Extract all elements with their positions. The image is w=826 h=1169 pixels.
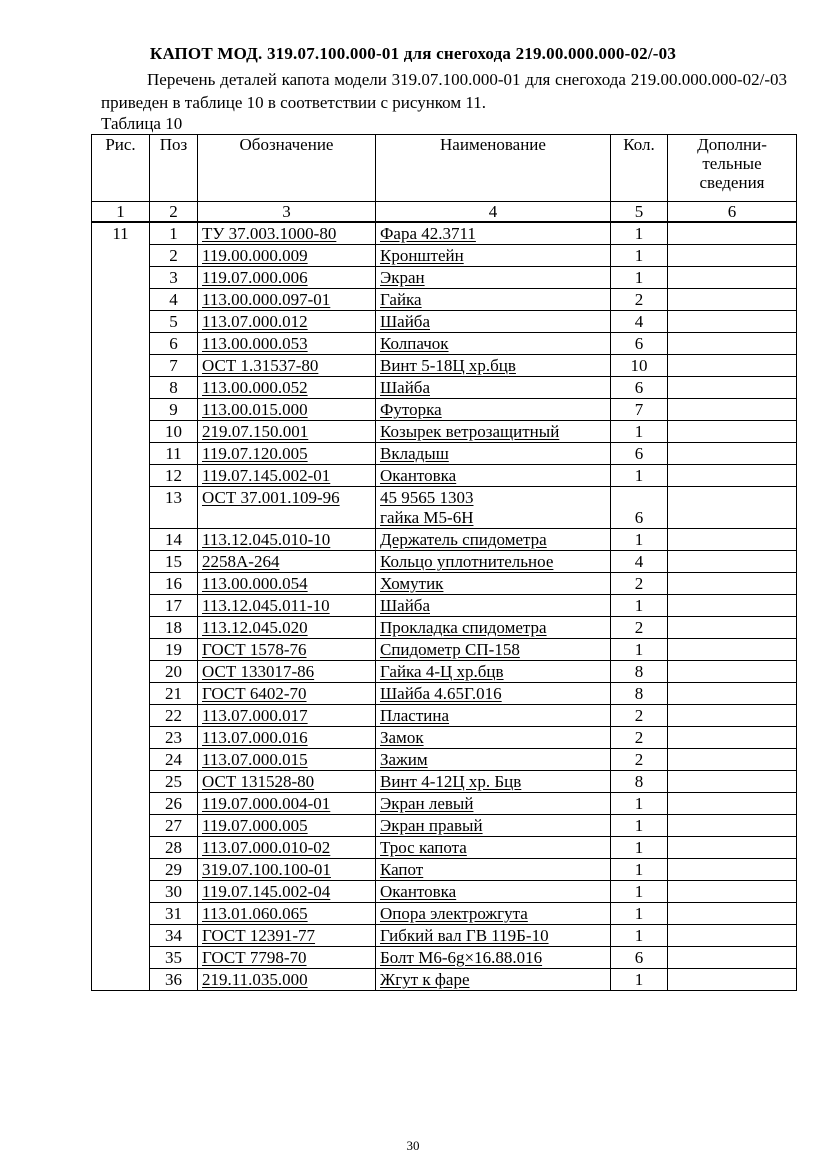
position-cell: 14 <box>150 529 198 551</box>
designation-cell: ГОСТ 12391-77 <box>198 925 376 947</box>
name-cell <box>376 661 611 683</box>
header-name: Наименование <box>376 135 611 202</box>
quantity-cell: 1 <box>611 222 668 245</box>
name-text: Окантовка <box>380 882 457 901</box>
table-row <box>92 421 797 443</box>
name-cell <box>376 947 611 969</box>
position-cell: 27 <box>150 815 198 837</box>
designation-cell: 119.07.145.002-01 <box>198 465 376 487</box>
column-number: 2 <box>150 202 198 223</box>
quantity-cell: 1 <box>611 969 668 991</box>
name-cell <box>376 969 611 991</box>
name-text: Опора электрожгута <box>380 904 528 923</box>
additional-info-cell <box>668 529 797 551</box>
additional-info-cell <box>668 947 797 969</box>
name-cell <box>376 793 611 815</box>
table-row <box>92 881 797 903</box>
quantity-cell: 2 <box>611 617 668 639</box>
table-row <box>92 947 797 969</box>
name-text: Футорка <box>380 400 442 419</box>
designation-cell: ОСТ 131528-80 <box>198 771 376 793</box>
name-cell <box>376 595 611 617</box>
table-caption: Таблица 10 <box>101 114 183 133</box>
additional-info-cell <box>668 903 797 925</box>
table-row <box>92 661 797 683</box>
additional-info-cell <box>668 661 797 683</box>
column-number: 6 <box>668 202 797 223</box>
table-row <box>92 333 797 355</box>
table-row <box>92 595 797 617</box>
additional-info-cell <box>668 683 797 705</box>
header-designation: Обозначение <box>198 135 376 202</box>
name-text: Экран <box>380 268 425 287</box>
parts-table <box>91 134 797 991</box>
quantity-cell: 6 <box>611 333 668 355</box>
position-cell: 15 <box>150 551 198 573</box>
column-number: 5 <box>611 202 668 223</box>
quantity-cell: 1 <box>611 925 668 947</box>
name-cell <box>376 617 611 639</box>
name-text: Замок <box>380 728 424 747</box>
name-cell <box>376 573 611 595</box>
quantity-cell: 1 <box>611 421 668 443</box>
designation-cell: ГОСТ 7798-70 <box>198 947 376 969</box>
column-number-row <box>92 202 797 223</box>
table-row <box>92 903 797 925</box>
quantity-cell: 1 <box>611 793 668 815</box>
quantity-cell: 4 <box>611 551 668 573</box>
table-row <box>92 683 797 705</box>
position-cell: 28 <box>150 837 198 859</box>
position-cell: 25 <box>150 771 198 793</box>
quantity-cell: 2 <box>611 289 668 311</box>
designation-cell: 113.12.045.010-10 <box>198 529 376 551</box>
name-cell <box>376 837 611 859</box>
position-cell: 17 <box>150 595 198 617</box>
page-number: 30 <box>406 1138 420 1153</box>
additional-info-cell <box>668 573 797 595</box>
designation-cell: 113.12.045.020 <box>198 617 376 639</box>
name-text: Гибкий вал ГВ 119Б-10 <box>380 926 549 945</box>
table-row <box>92 529 797 551</box>
name-text: Экран правый <box>380 816 483 835</box>
quantity-cell: 1 <box>611 267 668 289</box>
name-cell <box>376 487 611 529</box>
position-cell: 9 <box>150 399 198 421</box>
additional-info-cell <box>668 969 797 991</box>
designation-cell: ОСТ 133017-86 <box>198 661 376 683</box>
name-text: Окантовка <box>380 466 457 485</box>
designation-cell: 119.07.120.005 <box>198 443 376 465</box>
quantity-cell: 1 <box>611 881 668 903</box>
designation-cell: 113.00.000.052 <box>198 377 376 399</box>
additional-info-cell <box>668 443 797 465</box>
quantity-cell: 6 <box>611 947 668 969</box>
position-cell: 21 <box>150 683 198 705</box>
table-header-row <box>92 135 797 202</box>
quantity-cell: 1 <box>611 245 668 267</box>
designation-cell: 319.07.100.100-01 <box>198 859 376 881</box>
quantity-cell: 1 <box>611 837 668 859</box>
name-text: Козырек ветрозащитный <box>380 422 560 441</box>
quantity-cell: 2 <box>611 749 668 771</box>
designation-cell: 113.12.045.011-10 <box>198 595 376 617</box>
designation-cell: 119.00.000.009 <box>198 245 376 267</box>
quantity-cell: 8 <box>611 683 668 705</box>
table-row <box>92 267 797 289</box>
name-cell <box>376 377 611 399</box>
name-cell <box>376 399 611 421</box>
name-text: Держатель спидометра <box>380 530 547 549</box>
additional-info-cell <box>668 551 797 573</box>
name-cell <box>376 705 611 727</box>
quantity-cell: 1 <box>611 639 668 661</box>
name-cell <box>376 245 611 267</box>
additional-info-cell <box>668 333 797 355</box>
additional-info-cell <box>668 289 797 311</box>
position-cell: 19 <box>150 639 198 661</box>
position-cell: 11 <box>150 443 198 465</box>
table-row <box>92 705 797 727</box>
additional-info-cell <box>668 749 797 771</box>
table-row <box>92 749 797 771</box>
additional-info-cell <box>668 793 797 815</box>
designation-cell: ГОСТ 1578-76 <box>198 639 376 661</box>
quantity-cell: 1 <box>611 903 668 925</box>
parts-table-body <box>92 222 797 991</box>
name-cell <box>376 267 611 289</box>
quantity-cell: 2 <box>611 573 668 595</box>
name-cell <box>376 749 611 771</box>
additional-info-cell <box>668 595 797 617</box>
position-cell: 31 <box>150 903 198 925</box>
additional-info-cell <box>668 465 797 487</box>
name-text: 45 9565 1303 <box>380 488 474 507</box>
name-cell <box>376 421 611 443</box>
position-cell: 30 <box>150 881 198 903</box>
name-text: Трос капота <box>380 838 467 857</box>
position-cell: 8 <box>150 377 198 399</box>
position-cell: 3 <box>150 267 198 289</box>
table-row <box>92 815 797 837</box>
column-number: 4 <box>376 202 611 223</box>
additional-info-cell <box>668 421 797 443</box>
additional-info-cell <box>668 311 797 333</box>
name-text-second-line: гайка М5-6Н <box>380 508 474 527</box>
name-text: Гайка <box>380 290 422 309</box>
name-text: Гайка 4-Ц хр.бцв <box>380 662 504 681</box>
table-row <box>92 355 797 377</box>
table-row <box>92 551 797 573</box>
name-text: Капот <box>380 860 424 879</box>
quantity-cell: 6 <box>611 487 668 529</box>
designation-cell: ТУ 37.003.1000-80 <box>198 222 376 245</box>
name-text: Шайба <box>380 378 430 397</box>
table-row <box>92 245 797 267</box>
designation-cell: 113.00.000.097-01 <box>198 289 376 311</box>
additional-info-cell <box>668 487 797 529</box>
quantity-cell: 1 <box>611 529 668 551</box>
table-row <box>92 399 797 421</box>
name-cell <box>376 222 611 245</box>
additional-info-cell <box>668 837 797 859</box>
name-text: Кольцо уплотнительное <box>380 552 554 571</box>
quantity-cell: 6 <box>611 377 668 399</box>
position-cell: 1 <box>150 222 198 245</box>
designation-cell: ГОСТ 6402-70 <box>198 683 376 705</box>
designation-cell: 113.00.000.053 <box>198 333 376 355</box>
table-row <box>92 925 797 947</box>
table-row <box>92 573 797 595</box>
name-text: Экран левый <box>380 794 474 813</box>
designation-cell: 2258А-264 <box>198 551 376 573</box>
designation-cell: 113.07.000.010-02 <box>198 837 376 859</box>
name-cell <box>376 639 611 661</box>
name-text: Фара 42.3711 <box>380 224 476 243</box>
name-text: Хомутик <box>380 574 444 593</box>
name-cell <box>376 881 611 903</box>
table-row <box>92 377 797 399</box>
designation-cell: 119.07.000.004-01 <box>198 793 376 815</box>
designation-cell: 119.07.000.006 <box>198 267 376 289</box>
designation-cell: 119.07.000.005 <box>198 815 376 837</box>
column-number: 3 <box>198 202 376 223</box>
name-cell <box>376 551 611 573</box>
position-cell: 12 <box>150 465 198 487</box>
quantity-cell: 1 <box>611 465 668 487</box>
name-text: Вкладыш <box>380 444 449 463</box>
name-text: Шайба <box>380 596 430 615</box>
name-text: Пластина <box>380 706 450 725</box>
additional-info-cell <box>668 267 797 289</box>
designation-cell: 113.00.015.000 <box>198 399 376 421</box>
designation-cell: 113.07.000.012 <box>198 311 376 333</box>
quantity-cell: 10 <box>611 355 668 377</box>
name-cell <box>376 355 611 377</box>
position-cell: 18 <box>150 617 198 639</box>
position-cell: 29 <box>150 859 198 881</box>
quantity-cell: 8 <box>611 661 668 683</box>
additional-info-cell <box>668 377 797 399</box>
additional-info-cell <box>668 859 797 881</box>
name-cell <box>376 903 611 925</box>
designation-cell: 219.11.035.000 <box>198 969 376 991</box>
additional-info-cell <box>668 705 797 727</box>
name-text: Винт 5-18Ц хр.бцв <box>380 356 516 375</box>
name-cell <box>376 289 611 311</box>
position-cell: 23 <box>150 727 198 749</box>
quantity-cell: 1 <box>611 595 668 617</box>
page-title: КАПОТ МОД. 319.07.100.000-01 для снегохода 219.00.000.000-02/-03 <box>149 44 677 63</box>
table-row <box>92 617 797 639</box>
name-cell <box>376 333 611 355</box>
name-text: Спидометр СП-158 <box>380 640 520 659</box>
designation-cell: 113.07.000.017 <box>198 705 376 727</box>
name-cell <box>376 859 611 881</box>
name-text: Кронштейн <box>380 246 464 265</box>
table-row <box>92 443 797 465</box>
figure-cell: 11 <box>92 222 150 991</box>
name-text: Болт М6-6g×16.88.016 <box>380 948 543 967</box>
additional-info-cell <box>668 617 797 639</box>
additional-info-cell <box>668 355 797 377</box>
position-cell: 5 <box>150 311 198 333</box>
designation-cell: 113.01.060.065 <box>198 903 376 925</box>
position-cell: 4 <box>150 289 198 311</box>
quantity-cell: 2 <box>611 705 668 727</box>
additional-info-cell <box>668 815 797 837</box>
additional-info-cell <box>668 639 797 661</box>
name-cell <box>376 529 611 551</box>
table-row <box>92 487 797 529</box>
designation-cell: 113.07.000.016 <box>198 727 376 749</box>
position-cell: 22 <box>150 705 198 727</box>
table-row <box>92 727 797 749</box>
name-text: Шайба <box>380 312 430 331</box>
designation-cell: 219.07.150.001 <box>198 421 376 443</box>
name-text: Зажим <box>380 750 428 769</box>
position-cell: 10 <box>150 421 198 443</box>
additional-info-cell <box>668 245 797 267</box>
position-cell: 34 <box>150 925 198 947</box>
designation-cell: 113.00.000.054 <box>198 573 376 595</box>
quantity-cell: 4 <box>611 311 668 333</box>
position-cell: 26 <box>150 793 198 815</box>
position-cell: 35 <box>150 947 198 969</box>
name-text: Жгут к фаре <box>380 970 470 989</box>
additional-info-cell <box>668 222 797 245</box>
quantity-cell: 8 <box>611 771 668 793</box>
name-cell <box>376 771 611 793</box>
table-row <box>92 837 797 859</box>
header-position: Поз <box>150 135 198 202</box>
name-text: Винт 4-12Ц хр. Бцв <box>380 772 522 791</box>
quantity-cell: 6 <box>611 443 668 465</box>
table-row <box>92 771 797 793</box>
position-cell: 16 <box>150 573 198 595</box>
quantity-cell: 2 <box>611 727 668 749</box>
table-row <box>92 465 797 487</box>
table-row <box>92 969 797 991</box>
position-cell: 20 <box>150 661 198 683</box>
table-row <box>92 639 797 661</box>
name-text: Шайба 4.65Г.016 <box>380 684 502 703</box>
position-cell: 7 <box>150 355 198 377</box>
table-row <box>92 793 797 815</box>
name-cell <box>376 925 611 947</box>
designation-cell: 119.07.145.002-04 <box>198 881 376 903</box>
name-cell <box>376 683 611 705</box>
name-text: Колпачок <box>380 334 449 353</box>
table-row <box>92 222 797 245</box>
additional-info-cell <box>668 727 797 749</box>
additional-info-cell <box>668 881 797 903</box>
name-cell <box>376 465 611 487</box>
additional-info-cell <box>668 771 797 793</box>
name-cell <box>376 443 611 465</box>
table-row <box>92 859 797 881</box>
name-cell <box>376 727 611 749</box>
table-row <box>92 289 797 311</box>
position-cell: 2 <box>150 245 198 267</box>
table-row <box>92 311 797 333</box>
header-quantity: Кол. <box>611 135 668 202</box>
header-additional-info: Дополни-тельные сведения <box>668 135 797 202</box>
header-figure: Рис. <box>92 135 150 202</box>
position-cell: 24 <box>150 749 198 771</box>
name-text: Прокладка спидометра <box>380 618 547 637</box>
name-cell <box>376 311 611 333</box>
column-number: 1 <box>92 202 150 223</box>
designation-cell: 113.07.000.015 <box>198 749 376 771</box>
quantity-cell: 1 <box>611 859 668 881</box>
intro-paragraph: Перечень деталей капота модели 319.07.100.000-01 для снегохода 219.00.000.000-02/-03 приведен в таблице 10 в соответствии с рисунком 11. <box>101 70 787 112</box>
designation-cell: ОСТ 37.001.109-96 <box>198 487 376 529</box>
position-cell: 13 <box>150 487 198 529</box>
position-cell: 36 <box>150 969 198 991</box>
additional-info-cell <box>668 925 797 947</box>
designation-cell: ОСТ 1.31537-80 <box>198 355 376 377</box>
quantity-cell: 7 <box>611 399 668 421</box>
position-cell: 6 <box>150 333 198 355</box>
additional-info-cell <box>668 399 797 421</box>
quantity-cell: 1 <box>611 815 668 837</box>
name-cell <box>376 815 611 837</box>
